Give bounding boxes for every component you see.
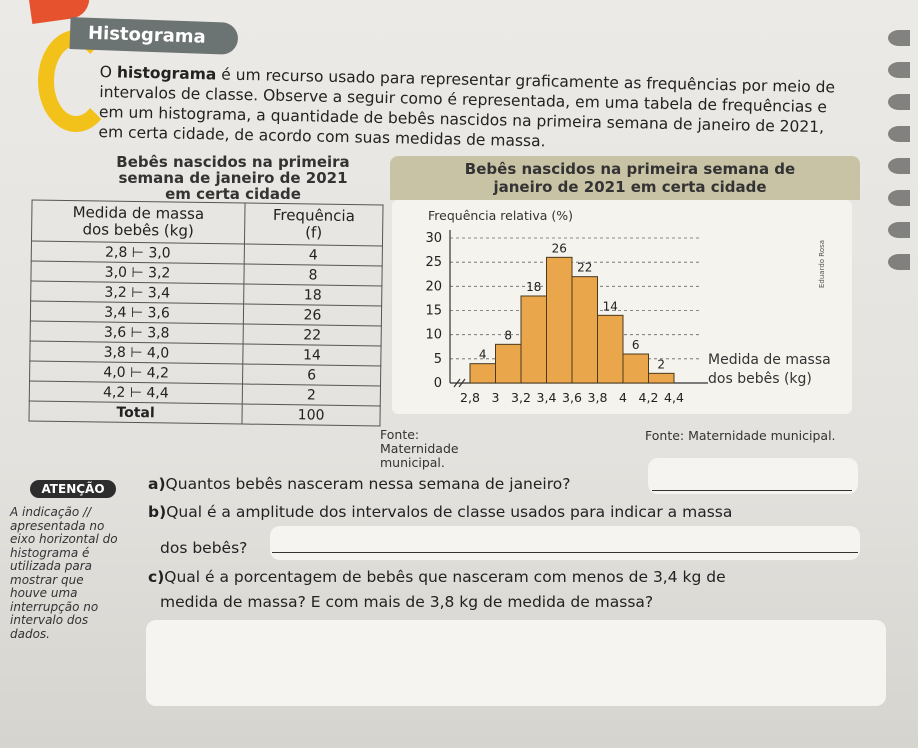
table-caption-line: semana de janeiro de 2021 [118, 169, 348, 187]
frequency-cell: 26 [243, 304, 381, 326]
bar-value-label: 4 [478, 347, 487, 362]
question-b: b)Qual é a amplitude dos intervalos de classe usados para indicar a massa [148, 503, 733, 521]
bar-value-label: 8 [504, 328, 513, 343]
frequency-cell: 14 [243, 344, 381, 366]
chart-title-line: janeiro de 2021 em certa cidade [493, 178, 767, 196]
question-b-cont: dos bebês? [160, 539, 248, 557]
table-total-row [29, 401, 380, 426]
bar-value-label: 6 [631, 338, 640, 352]
x-axis-label: dos bebês (kg) [708, 371, 812, 387]
section-title: Histograma [69, 17, 238, 55]
frequency-cell: 2 [242, 384, 380, 406]
interval-cell: 4,2 ⊢ 4,4 [29, 381, 242, 404]
chart-source: Fonte: Maternidade municipal. [645, 428, 836, 443]
interval-cell: 2,8 ⊢ 3,0 [31, 241, 244, 264]
interval-cell: 3,6 ⊢ 3,8 [30, 321, 243, 344]
intro-lead: O [99, 62, 118, 82]
total-label: Total [29, 401, 242, 424]
intro-text: é um recurso usado para representar graficamente as frequências por meio de intervalos de classe. Observe a seguir como é representada, em uma tabela de frequências e em um histograma, a quantidade de bebês nascidos na primeira semana de janeiro de 2021, em certa cidade, de acordo com suas medidas de massa. [98, 65, 836, 151]
x-tick-label: 3,8 [587, 390, 608, 405]
header-frequency: Frequência (f) [244, 203, 383, 246]
question-c-cont: medida de massa? E com mais de 3,8 kg de medida de massa? [160, 593, 654, 611]
question-a: a)Quantos bebês nasceram nessa semana de janeiro? [148, 475, 571, 493]
histogram-bar [470, 364, 496, 383]
x-tick-label: 4,2 [638, 390, 659, 405]
y-tick-label: 20 [425, 279, 442, 295]
frequency-cell: 18 [244, 284, 382, 306]
image-credit: Eduardo Rosa [818, 239, 826, 288]
table-header-row [31, 200, 383, 246]
intro-bold-term: histograma [116, 63, 217, 84]
chart-title [400, 160, 860, 196]
total-value: 100 [242, 404, 380, 426]
chart-title-line: Bebês nascidos na primeira semana de [464, 160, 796, 178]
bar-value-label: 26 [551, 241, 567, 256]
table-caption-line: Bebês nascidos na primeira [116, 153, 350, 171]
table-caption [88, 154, 378, 202]
histogram-bar [572, 277, 598, 383]
question-c: c)Qual é a porcentagem de bebês que nasceram com menos de 3,4 kg de [148, 568, 726, 586]
y-tick-label: 0 [433, 376, 442, 391]
y-tick-label: 25 [425, 255, 442, 271]
table-caption-line: em certa cidade [165, 185, 301, 203]
y-axis-label: Frequência relativa (%) [428, 208, 574, 223]
histogram-bar [623, 354, 649, 383]
histogram-bar [496, 344, 522, 383]
header-mass: Medida de massa dos bebês (kg) [31, 200, 245, 244]
histogram-bar [521, 296, 547, 383]
interval-cell: 3,2 ⊢ 3,4 [31, 281, 244, 304]
frequency-cell: 6 [243, 364, 381, 386]
bar-value-label: 2 [657, 357, 666, 372]
x-tick-label: 3,4 [536, 390, 557, 405]
frequency-cell: 4 [244, 244, 382, 266]
bar-value-label: 22 [577, 260, 593, 275]
bar-value-label: 18 [526, 280, 542, 294]
x-tick-label: 4,4 [664, 390, 684, 405]
bar-value-label: 14 [602, 299, 618, 314]
interval-cell: 4,0 ⊢ 4,2 [30, 361, 243, 384]
answer-line-b[interactable] [272, 552, 858, 553]
table-source: Fonte: Maternidade municipal. [380, 427, 459, 470]
x-tick-label: 4 [619, 390, 627, 405]
answer-box-a[interactable] [648, 458, 858, 494]
y-tick-label: 30 [425, 231, 442, 246]
interval-cell: 3,0 ⊢ 3,2 [31, 261, 244, 284]
x-tick-label: 3 [491, 390, 500, 405]
atencao-badge: ATENÇÃO [30, 480, 116, 498]
histogram-chart [392, 200, 852, 414]
x-axis-label: Medida de massa [708, 352, 831, 368]
answer-line-a[interactable] [652, 490, 852, 491]
y-tick-label: 5 [433, 351, 442, 367]
y-tick-label: 15 [425, 303, 442, 319]
atencao-note: A indicação // apresentada no eixo horizontal do histograma é utilizada para mostrar que houve uma interrupção no intervalo dos dados. [10, 505, 118, 641]
intro-paragraph [98, 62, 840, 157]
y-tick-label: 10 [425, 327, 442, 343]
frequency-cell: 8 [244, 264, 382, 286]
interval-cell: 3,8 ⊢ 4,0 [30, 341, 243, 364]
histogram-bar [547, 257, 573, 383]
histogram-bar [649, 373, 675, 383]
interval-cell: 3,4 ⊢ 3,6 [30, 301, 243, 324]
histogram-bar [598, 315, 624, 383]
frequency-table [28, 200, 383, 427]
answer-box-c[interactable] [146, 620, 886, 706]
x-tick-label: 2,8 [460, 390, 480, 405]
answer-box-b[interactable] [270, 526, 860, 560]
x-tick-label: 3,6 [562, 390, 582, 405]
x-tick-label: 3,2 [511, 390, 531, 405]
side-decorations [888, 30, 910, 286]
frequency-cell: 22 [243, 324, 381, 346]
